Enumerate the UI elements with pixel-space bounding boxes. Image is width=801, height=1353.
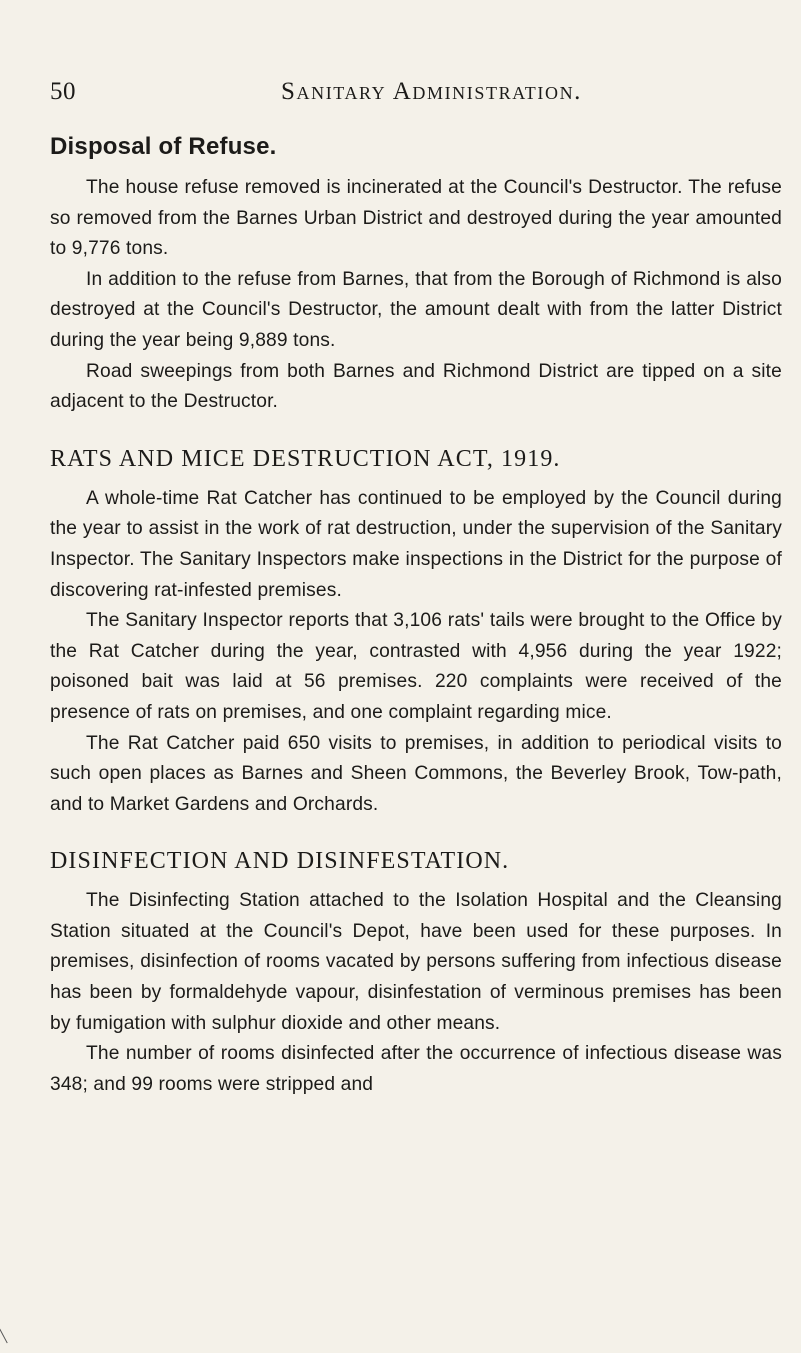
section-heading-rats: RATS AND MICE DESTRUCTION ACT, 1919.: [50, 445, 561, 472]
running-title: Sanitary Administration.: [281, 78, 583, 105]
section-disposal-of-refuse: [50, 130, 782, 418]
body-text: [50, 130, 782, 1100]
page-number: 50: [50, 78, 76, 105]
paragraph-disinfection-2: The number of rooms disinfected after the occurrence of infectious disease was 348; and 99 rooms were stripped and: [50, 1043, 782, 1095]
paragraph-refuse-3: Road sweepings from both Barnes and Richmond District are tipped on a site adjacent to the Destructor.: [50, 360, 782, 413]
section-heading-refuse: Disposal of Refuse.: [50, 133, 277, 160]
section-disinfection: [50, 844, 782, 1100]
paragraph-rats-1: A whole-time Rat Catcher has continued to be employed by the Council during the year to assist in the work of rat destruction, under the supervision of the Sanitary Inspector. The Sanitary Inspectors make inspections in the District for the purpose of discovering rat-infested premises.: [50, 487, 782, 601]
paragraph-rats-2: The Sanitary Inspector reports that 3,106 rats' tails were brought to the Office by the Rat Catcher during the year, contrasted with 4,956 during the year 1922; poisoned bait was laid at 56 premises. 220 complaints were received of the presence of rats on premises, and one complaint regarding mice.: [50, 610, 782, 723]
paragraph-disinfection-1: The Disinfecting Station attached to the Isolation Hospital and the Cleansing Station situated at the Council's Depot, have been used for these purposes. In premises, disinfection of rooms vacated by persons suffering from infectious disease has been by formaldehyde vapour, disinfestation of verminous premises has been by fumigation with sulphur dioxide and other means.: [50, 890, 782, 1034]
paragraph-rats-3: The Rat Catcher paid 650 visits to premises, in addition to periodical visits to such open places as Barnes and Sheen Commons, the Beverley Brook, Tow-path, and to Market Gardens and Orchards.: [50, 732, 782, 815]
section-heading-disinfection: DISINFECTION AND DISINFESTATION.: [50, 848, 510, 875]
running-header: [50, 78, 770, 110]
paragraph-refuse-1: The house refuse removed is incinerated at the Council's Destructor. The refuse so removed from the Barnes Urban District and destroyed during the year amounted to 9,776 tons.: [50, 177, 782, 260]
section-rats-and-mice: [50, 442, 782, 821]
paragraph-refuse-2: In addition to the refuse from Barnes, that from the Borough of Richmond is also destroyed at the Council's Destructor, the amount dealt with from the latter District during the year being 9,889 tons.: [50, 268, 782, 351]
scan-mark: [0, 1329, 8, 1344]
